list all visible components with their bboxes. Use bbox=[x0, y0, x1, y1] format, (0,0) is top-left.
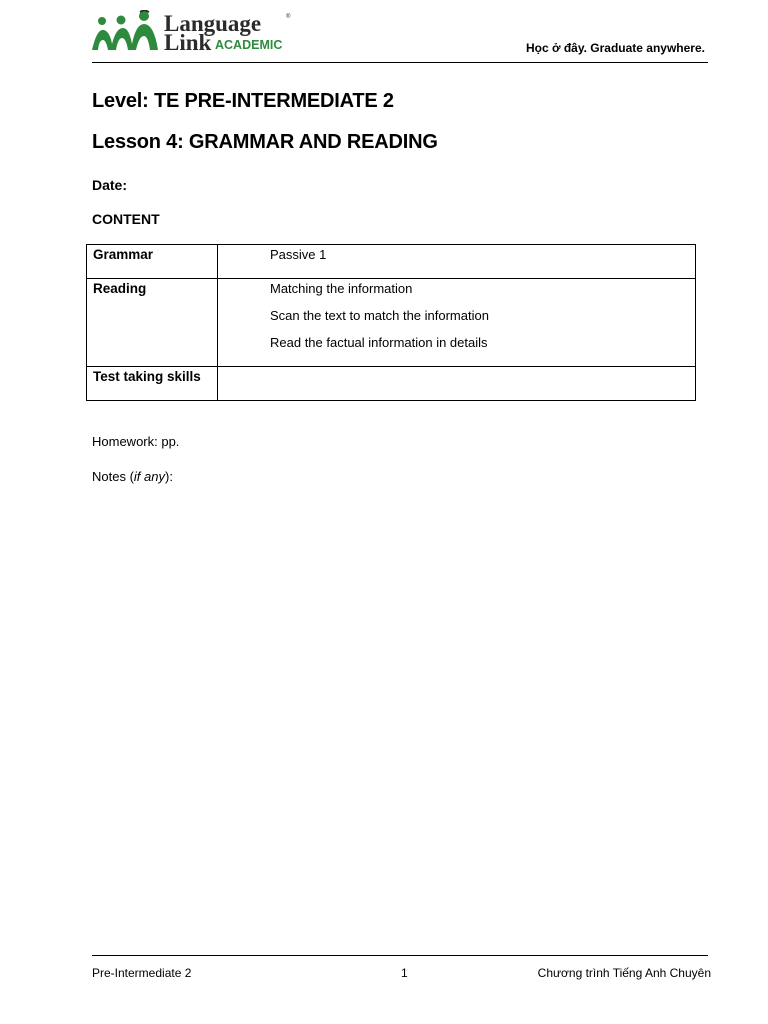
level-title: Level: TE PRE-INTERMEDIATE 2 bbox=[92, 90, 394, 112]
header-rule bbox=[92, 62, 708, 63]
list-item: Read the factual information in details bbox=[270, 335, 488, 350]
footer-rule bbox=[92, 955, 708, 956]
row-label-test-taking: Test taking skills bbox=[87, 367, 218, 401]
logo-line2: Link bbox=[164, 30, 212, 52]
notes-prefix: Notes ( bbox=[92, 469, 134, 484]
logo-line1: Language bbox=[164, 11, 262, 36]
logo-figures-icon bbox=[92, 10, 158, 50]
footer-program: Chương trình Tiếng Anh Chuyên bbox=[537, 966, 711, 980]
content-table bbox=[86, 244, 696, 401]
table-row bbox=[87, 367, 696, 401]
notes-italic: if any bbox=[133, 469, 165, 484]
row-values-empty bbox=[218, 367, 696, 401]
notes-suffix: ): bbox=[164, 469, 173, 484]
homework-line: Homework: pp. bbox=[92, 434, 180, 449]
list-item: Scan the text to match the information bbox=[270, 308, 489, 323]
table-row bbox=[87, 245, 696, 279]
row-values bbox=[218, 279, 696, 367]
notes-line bbox=[92, 469, 173, 484]
svg-text:®: ® bbox=[286, 14, 291, 20]
list-item: Matching the information bbox=[270, 281, 413, 296]
language-link-logo bbox=[92, 10, 292, 52]
page-number: 1 bbox=[401, 966, 408, 980]
date-label: Date: bbox=[92, 177, 128, 193]
logo-sub: ACADEMIC bbox=[215, 38, 283, 52]
footer-course: Pre-Intermediate 2 bbox=[92, 966, 192, 980]
table-row bbox=[87, 279, 696, 367]
content-heading: CONTENT bbox=[92, 211, 160, 227]
list-item: Passive 1 bbox=[270, 247, 327, 262]
row-values bbox=[218, 245, 696, 279]
lesson-title: Lesson 4: GRAMMAR AND READING bbox=[92, 131, 438, 153]
row-label-reading: Reading bbox=[87, 279, 218, 367]
row-label-grammar: Grammar bbox=[87, 245, 218, 279]
tagline: Học ở đây. Graduate anywhere. bbox=[525, 41, 705, 55]
